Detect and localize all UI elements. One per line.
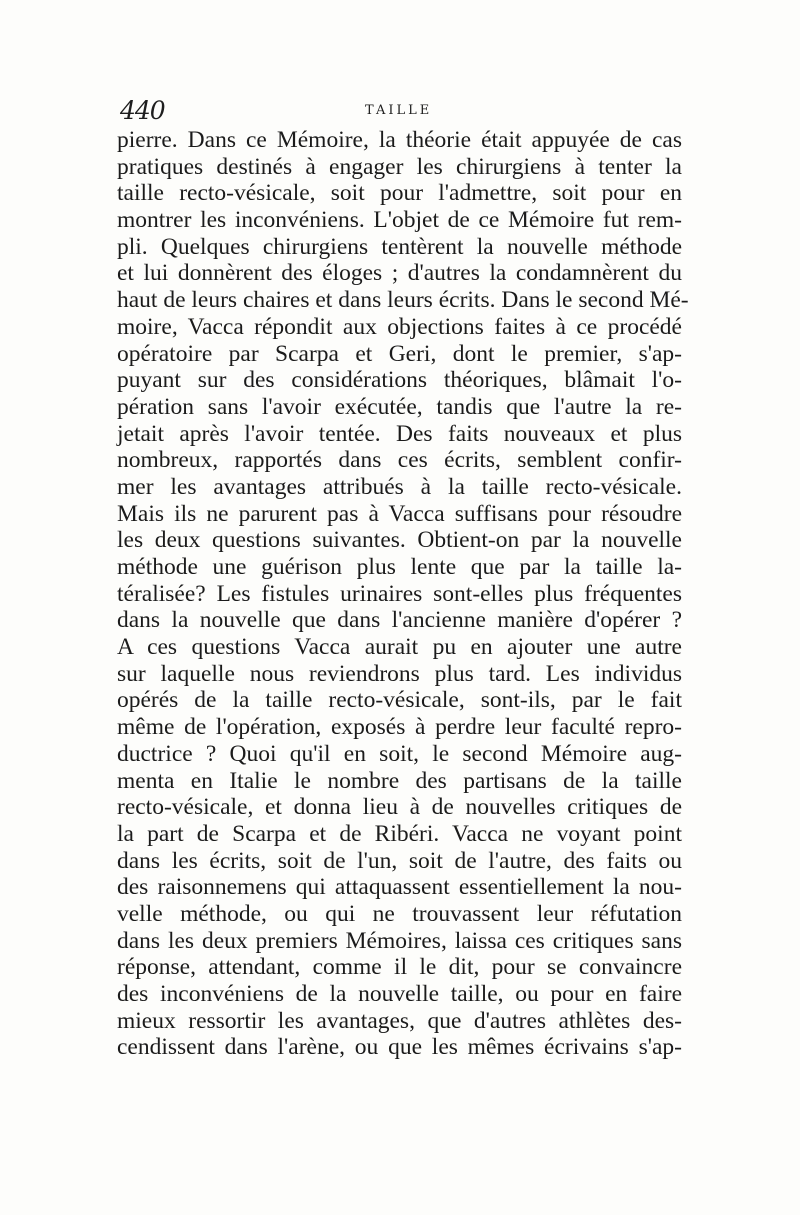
text-line: téralisée? Les fistules urinaires sont-elles plus fréquentes: [117, 580, 682, 607]
text-line: opérés de la taille recto-vésicale, sont-ils, par le fait: [117, 687, 682, 714]
text-line: haut de leurs chaires et dans leurs écrits. Dans le second Mé-: [117, 287, 689, 314]
text-line: dans les deux premiers Mémoires, laissa ces critiques sans: [117, 927, 682, 954]
text-line: A ces questions Vacca aurait pu en ajouter une autre: [117, 634, 682, 661]
text-line: velle méthode, ou qui ne trouvassent leur réfutation: [117, 900, 682, 927]
body-text: [117, 127, 689, 1061]
text-line: pierre. Dans ce Mémoire, la théorie était appuyée de cas: [117, 127, 682, 153]
text-line: mieux ressortir les avantages, que d'autres athlètes des-: [117, 1007, 682, 1034]
text-line: des raisonnemens qui attaquassent essentiellement la nou-: [117, 874, 682, 901]
text-line: pération sans l'avoir exécutée, tandis que l'autre la re-: [117, 393, 682, 420]
text-line: jetait après l'avoir tentée. Des faits nouveaux et plus: [117, 420, 682, 447]
text-line: puyant sur des considérations théoriques, blâmait l'o-: [117, 367, 682, 394]
text-line: mer les avantages attribués à la taille recto-vésicale.: [117, 473, 682, 500]
text-line: sur laquelle nous reviendrons plus tard. Les individus: [117, 660, 682, 687]
text-line: ductrice ? Quoi qu'il en soit, le second Mémoire aug-: [117, 740, 682, 767]
text-line: réponse, attendant, comme il le dit, pour se convaincre: [117, 954, 682, 981]
text-line: la part de Scarpa et de Ribéri. Vacca ne voyant point: [117, 820, 682, 847]
running-head: [120, 96, 680, 128]
text-line: opératoire par Scarpa et Geri, dont le premier, s'ap-: [117, 340, 682, 367]
text-line: méthode une guérison plus lente que par la taille la-: [117, 554, 682, 580]
text-line: nombreux, rapportés dans ces écrits, semblent confir-: [117, 447, 682, 474]
running-title: TAILLE: [365, 103, 433, 118]
text-line: recto-vésicale, et donna lieu à de nouvelles critiques de: [117, 794, 682, 821]
text-line: pratiques destinés à engager les chirurgiens à tenter la: [117, 153, 682, 180]
text-line: montrer les inconvéniens. L'objet de ce Mémoire fut rem-: [117, 207, 682, 234]
text-line: pli. Quelques chirurgiens tentèrent la nouvelle méthode: [117, 233, 682, 260]
text-line: les deux questions suivantes. Obtient-on par la nouvelle: [117, 527, 682, 554]
text-line: menta en Italie le nombre des partisans de la taille: [117, 767, 682, 794]
text-line: dans les écrits, soit de l'un, soit de l'autre, des faits ou: [117, 847, 682, 874]
text-line: Mais ils ne parurent pas à Vacca suffisans pour résoudre: [117, 500, 682, 527]
text-line: cendissent dans l'arène, ou que les mêmes écrivains s'ap-: [117, 1034, 682, 1061]
text-line: des inconvéniens de la nouvelle taille, ou pour en faire: [117, 981, 682, 1007]
text-line: taille recto-vésicale, soit pour l'admettre, soit pour en: [117, 180, 682, 207]
text-line: et lui donnèrent des éloges ; d'autres la condamnèrent du: [117, 260, 682, 287]
text-line: même de l'opération, exposés à perdre leur faculté repro-: [117, 714, 682, 741]
page-number: 440: [120, 96, 165, 125]
text-line: moire, Vacca répondit aux objections faites à ce procédé: [117, 313, 682, 340]
text-line: dans la nouvelle que dans l'ancienne manière d'opérer ?: [117, 607, 682, 634]
